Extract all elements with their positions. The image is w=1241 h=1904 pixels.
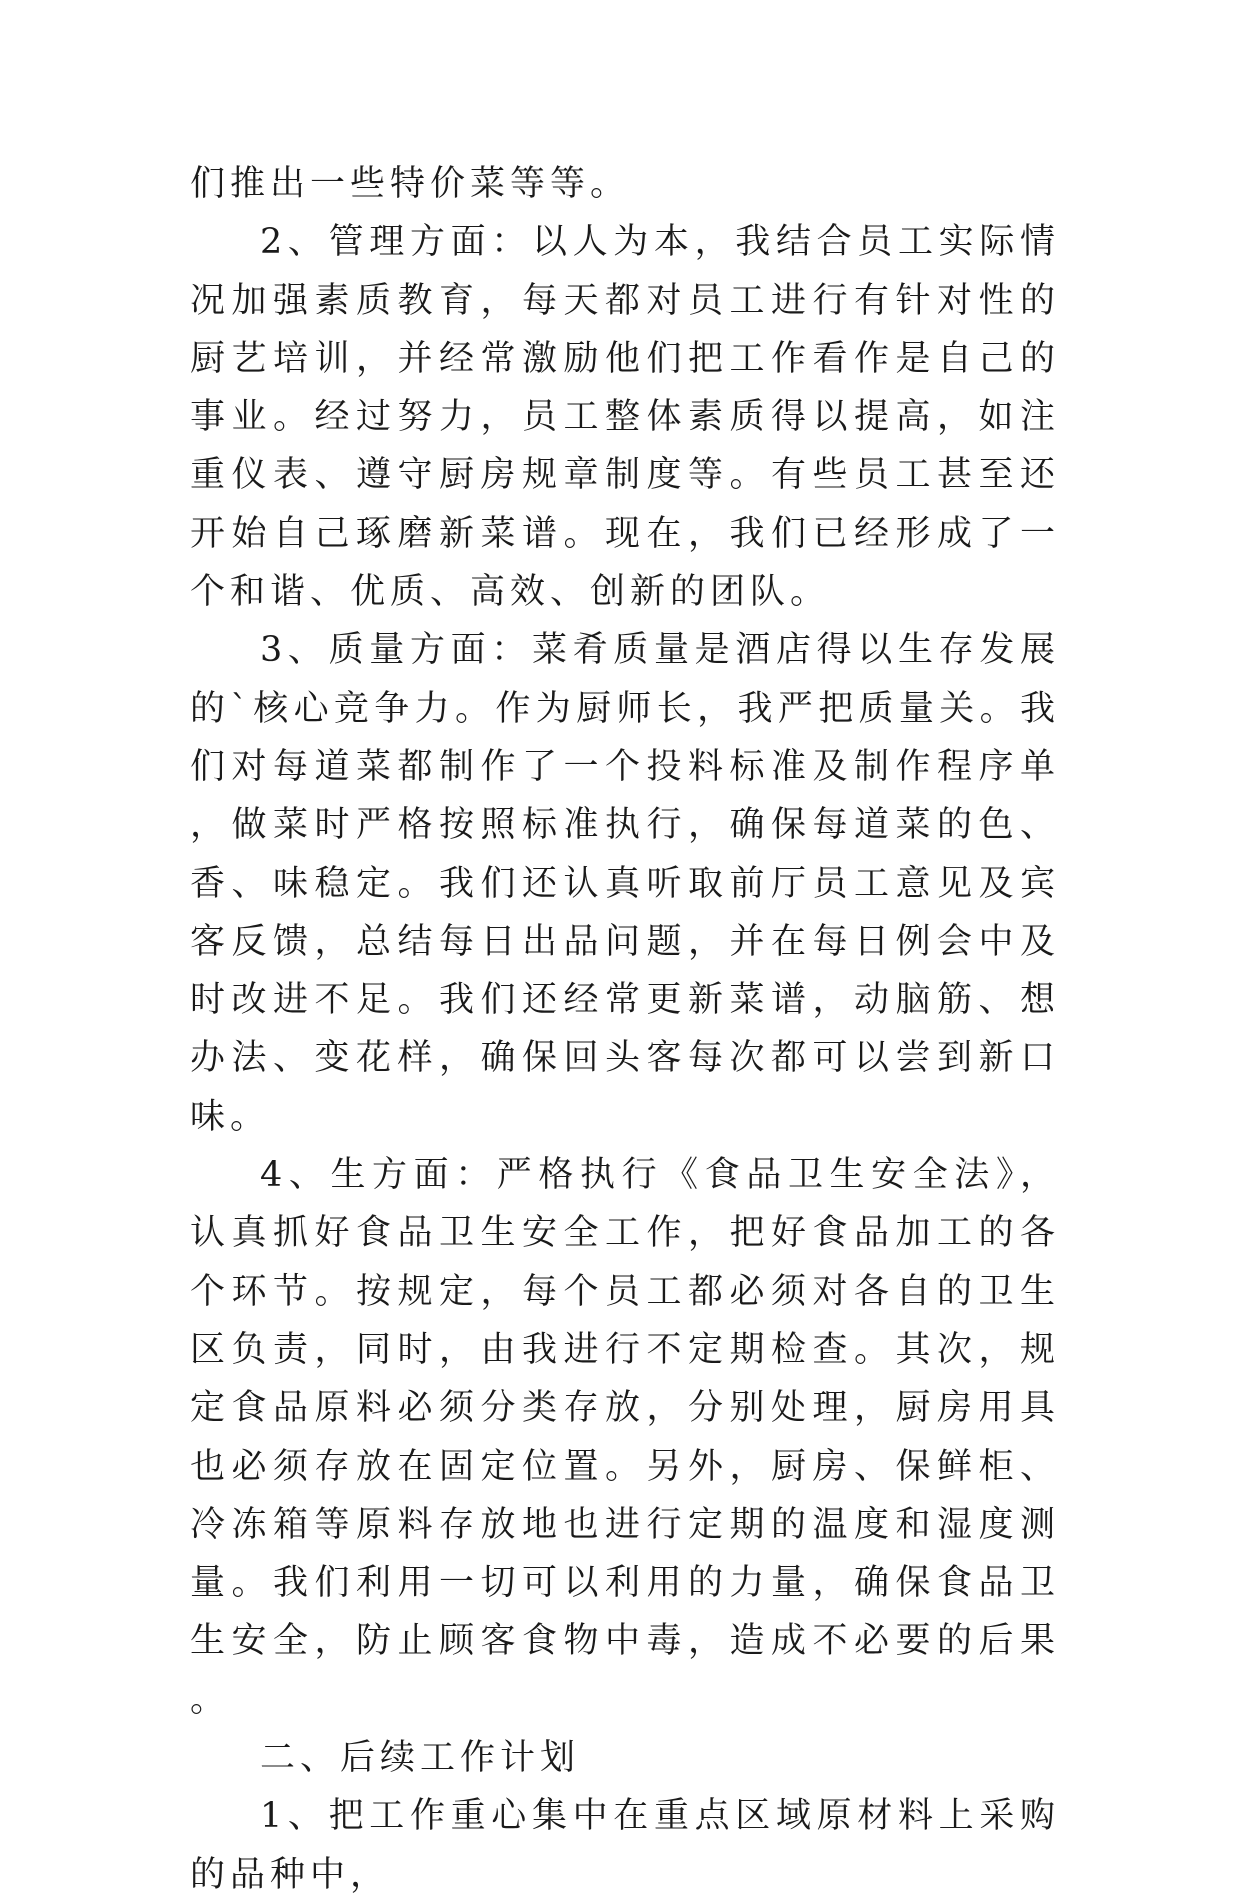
paragraph-management: 2、管理方面：以人为本，我结合员工实际情况加强素质教育，每天都对员工进行有针对性的厨艺培训，并经常激励他们把工作看作是自己的事业。经过努力，员工整体素质得以提高，如注重仪表、遵守厨房规章制度等。有些员工甚至还开始自己琢磨新菜谱。现在，我们已经形成了一个和谐、优质、高效、创新的团队。 [190, 222, 1060, 613]
document-body [190, 155, 1060, 1904]
paragraph-continuation: 们推出一些特价菜等等。 [190, 164, 631, 204]
paragraph-hygiene: 4、生方面：严格执行《食品卫生安全法》，认真抓好食品卫生安全工作，把好食品加工的各个环节。按规定，每个员工都必须对各自的卫生区负责，同时，由我进行不定期检查。其次，规定食品原料必须分类存放，分别处理，厨房用具也必须存放在固定位置。另外，厨房、保鲜柜、冷冻箱等原料存放地也进行定期的温度和湿度测量。我们利用一切可以利用的力量，确保食品卫生安全，防止顾客食物中毒，造成不必要的后果。 [190, 1155, 1060, 1720]
section-heading-work-plan: 二、后续工作计划 [260, 1738, 581, 1779]
paragraph-plan-item-1: 1、把工作重心集中在重点区域原材料上采购的品种中， [190, 1796, 1060, 1895]
paragraph-quality: 3、质量方面：菜肴质量是酒店得以生存发展的`核心竞争力。作为厨师长，我严把质量关。我们对每道菜都制作了一个投料标准及制作程序单，做菜时严格按照标准执行，确保每道菜的色、香、味稳定。我们还认真听取前厅员工意见及宾客反馈，总结每日出品问题，并在每日例会中及时改进不足。我们还经常更新菜谱，动脑筋、想办法、变花样，确保回头客每次都可以尝到新口味。 [190, 630, 1060, 1137]
